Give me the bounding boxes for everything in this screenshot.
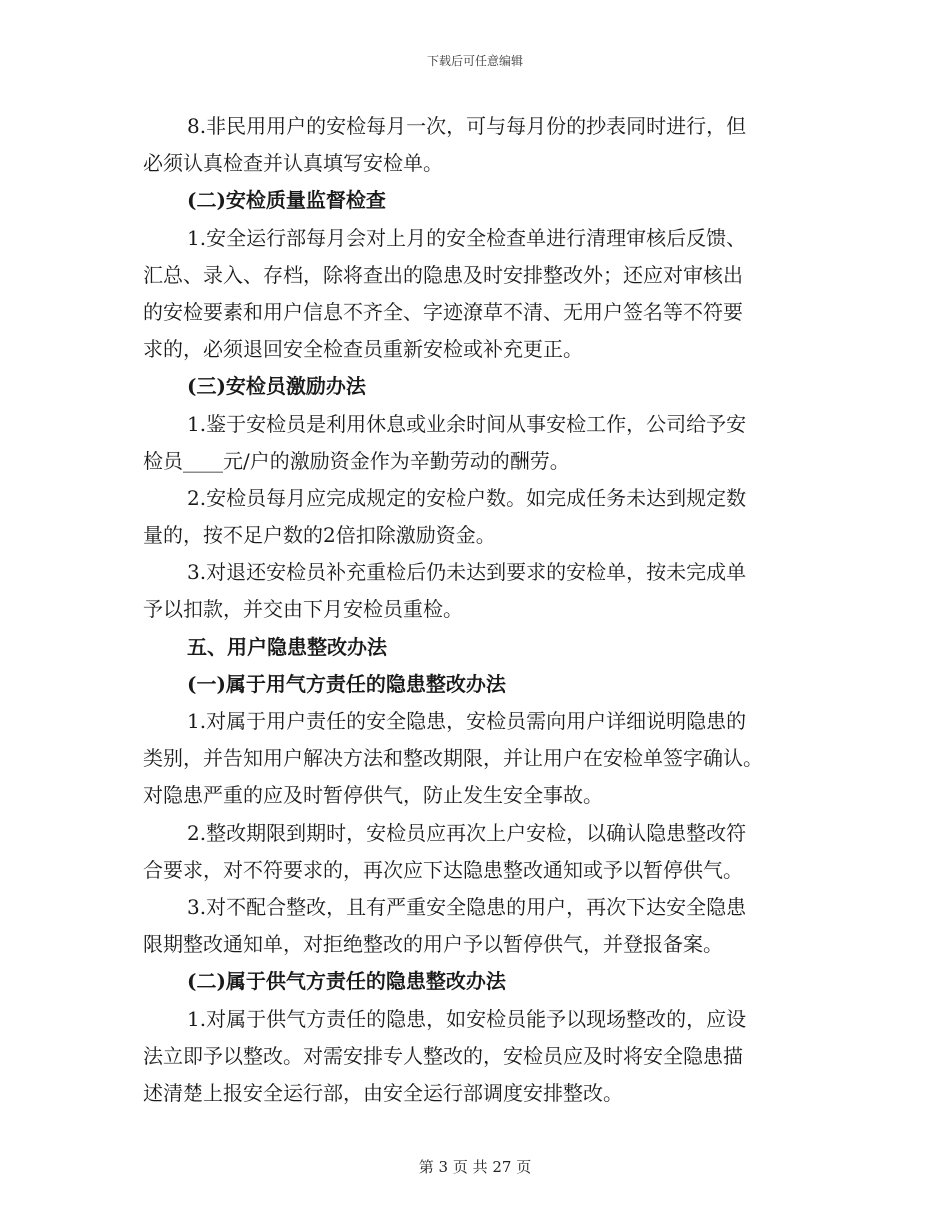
text-line: 类别，并告知用户解决方法和整改期限，并让用户在安检单签字确认。	[143, 746, 763, 771]
text-line: 汇总、录入、存档，除将查出的隐患及时安排整改外；还应对审核出	[143, 262, 743, 287]
text-line: 检员____元/户的激励资金作为辛勤劳动的酬劳。	[143, 448, 570, 473]
text-line: 予以扣款，并交由下月安检员重检。	[143, 597, 463, 622]
text-line: 量的，按不足户数的2倍扣除激励资金。	[143, 523, 496, 548]
text-line: 的安检要素和用户信息不齐全、字迹潦草不清、无用户签名等不符要	[143, 299, 743, 324]
section-heading: (二)属于供气方责任的隐患整改办法	[187, 969, 506, 994]
document-body	[143, 108, 811, 1112]
text-line: 3.对不配合整改，且有严重安全隐患的用户，再次下达安全隐患	[187, 894, 747, 919]
text-line: 1.对属于供气方责任的隐患，如安检员能予以现场整改的，应设	[187, 1006, 747, 1031]
text-line: 1.鉴于安检员是利用休息或业余时间从事安检工作，公司给予安	[187, 411, 747, 436]
section-heading: (二)安检质量监督检查	[187, 188, 386, 213]
text-line: 合要求，对不符要求的，再次应下达隐患整改通知或予以暂停供气。	[143, 857, 743, 882]
section-heading: (一)属于用气方责任的隐患整改办法	[187, 671, 506, 696]
page-header: 下载后可任意编辑	[426, 54, 523, 68]
text-line: 对隐患严重的应及时暂停供气，防止发生安全事故。	[143, 783, 603, 808]
text-line: 2.整改期限到期时，安检员应再次上户安检，以确认隐患整改符	[187, 820, 747, 845]
text-line: 3.对退还安检员补充重检后仍未达到要求的安检单，按未完成单	[187, 560, 747, 585]
section-heading: (三)安检员激励办法	[187, 374, 366, 399]
text-line: 述清楚上报安全运行部，由安全运行部调度安排整改。	[143, 1080, 623, 1105]
text-line: 求的，必须退回安全检查员重新安检或补充更正。	[143, 337, 583, 362]
page-footer: 第 3 页 共 27 页	[418, 1158, 532, 1176]
text-line: 必须认真检查并认真填写安检单。	[143, 151, 443, 176]
text-line: 8.非民用用户的安检每月一次，可与每月份的抄表同时进行，但	[187, 114, 747, 138]
text-line: 法立即予以整改。对需安排专人整改的，安检员应及时将安全隐患描	[143, 1043, 743, 1068]
text-line: 1.对属于用户责任的安全隐患，安检员需向用户详细说明隐患的	[187, 709, 747, 733]
text-line: 限期整改通知单，对拒绝整改的用户予以暂停供气，并登报备案。	[143, 932, 723, 957]
text-line: 2.安检员每月应完成规定的安检户数。如完成任务未达到规定数	[187, 485, 747, 510]
text-line: 1.安全运行部每月会对上月的安全检查单进行清理审核后反馈、	[187, 225, 747, 250]
section-heading: 五、用户隐患整改办法	[187, 634, 387, 659]
